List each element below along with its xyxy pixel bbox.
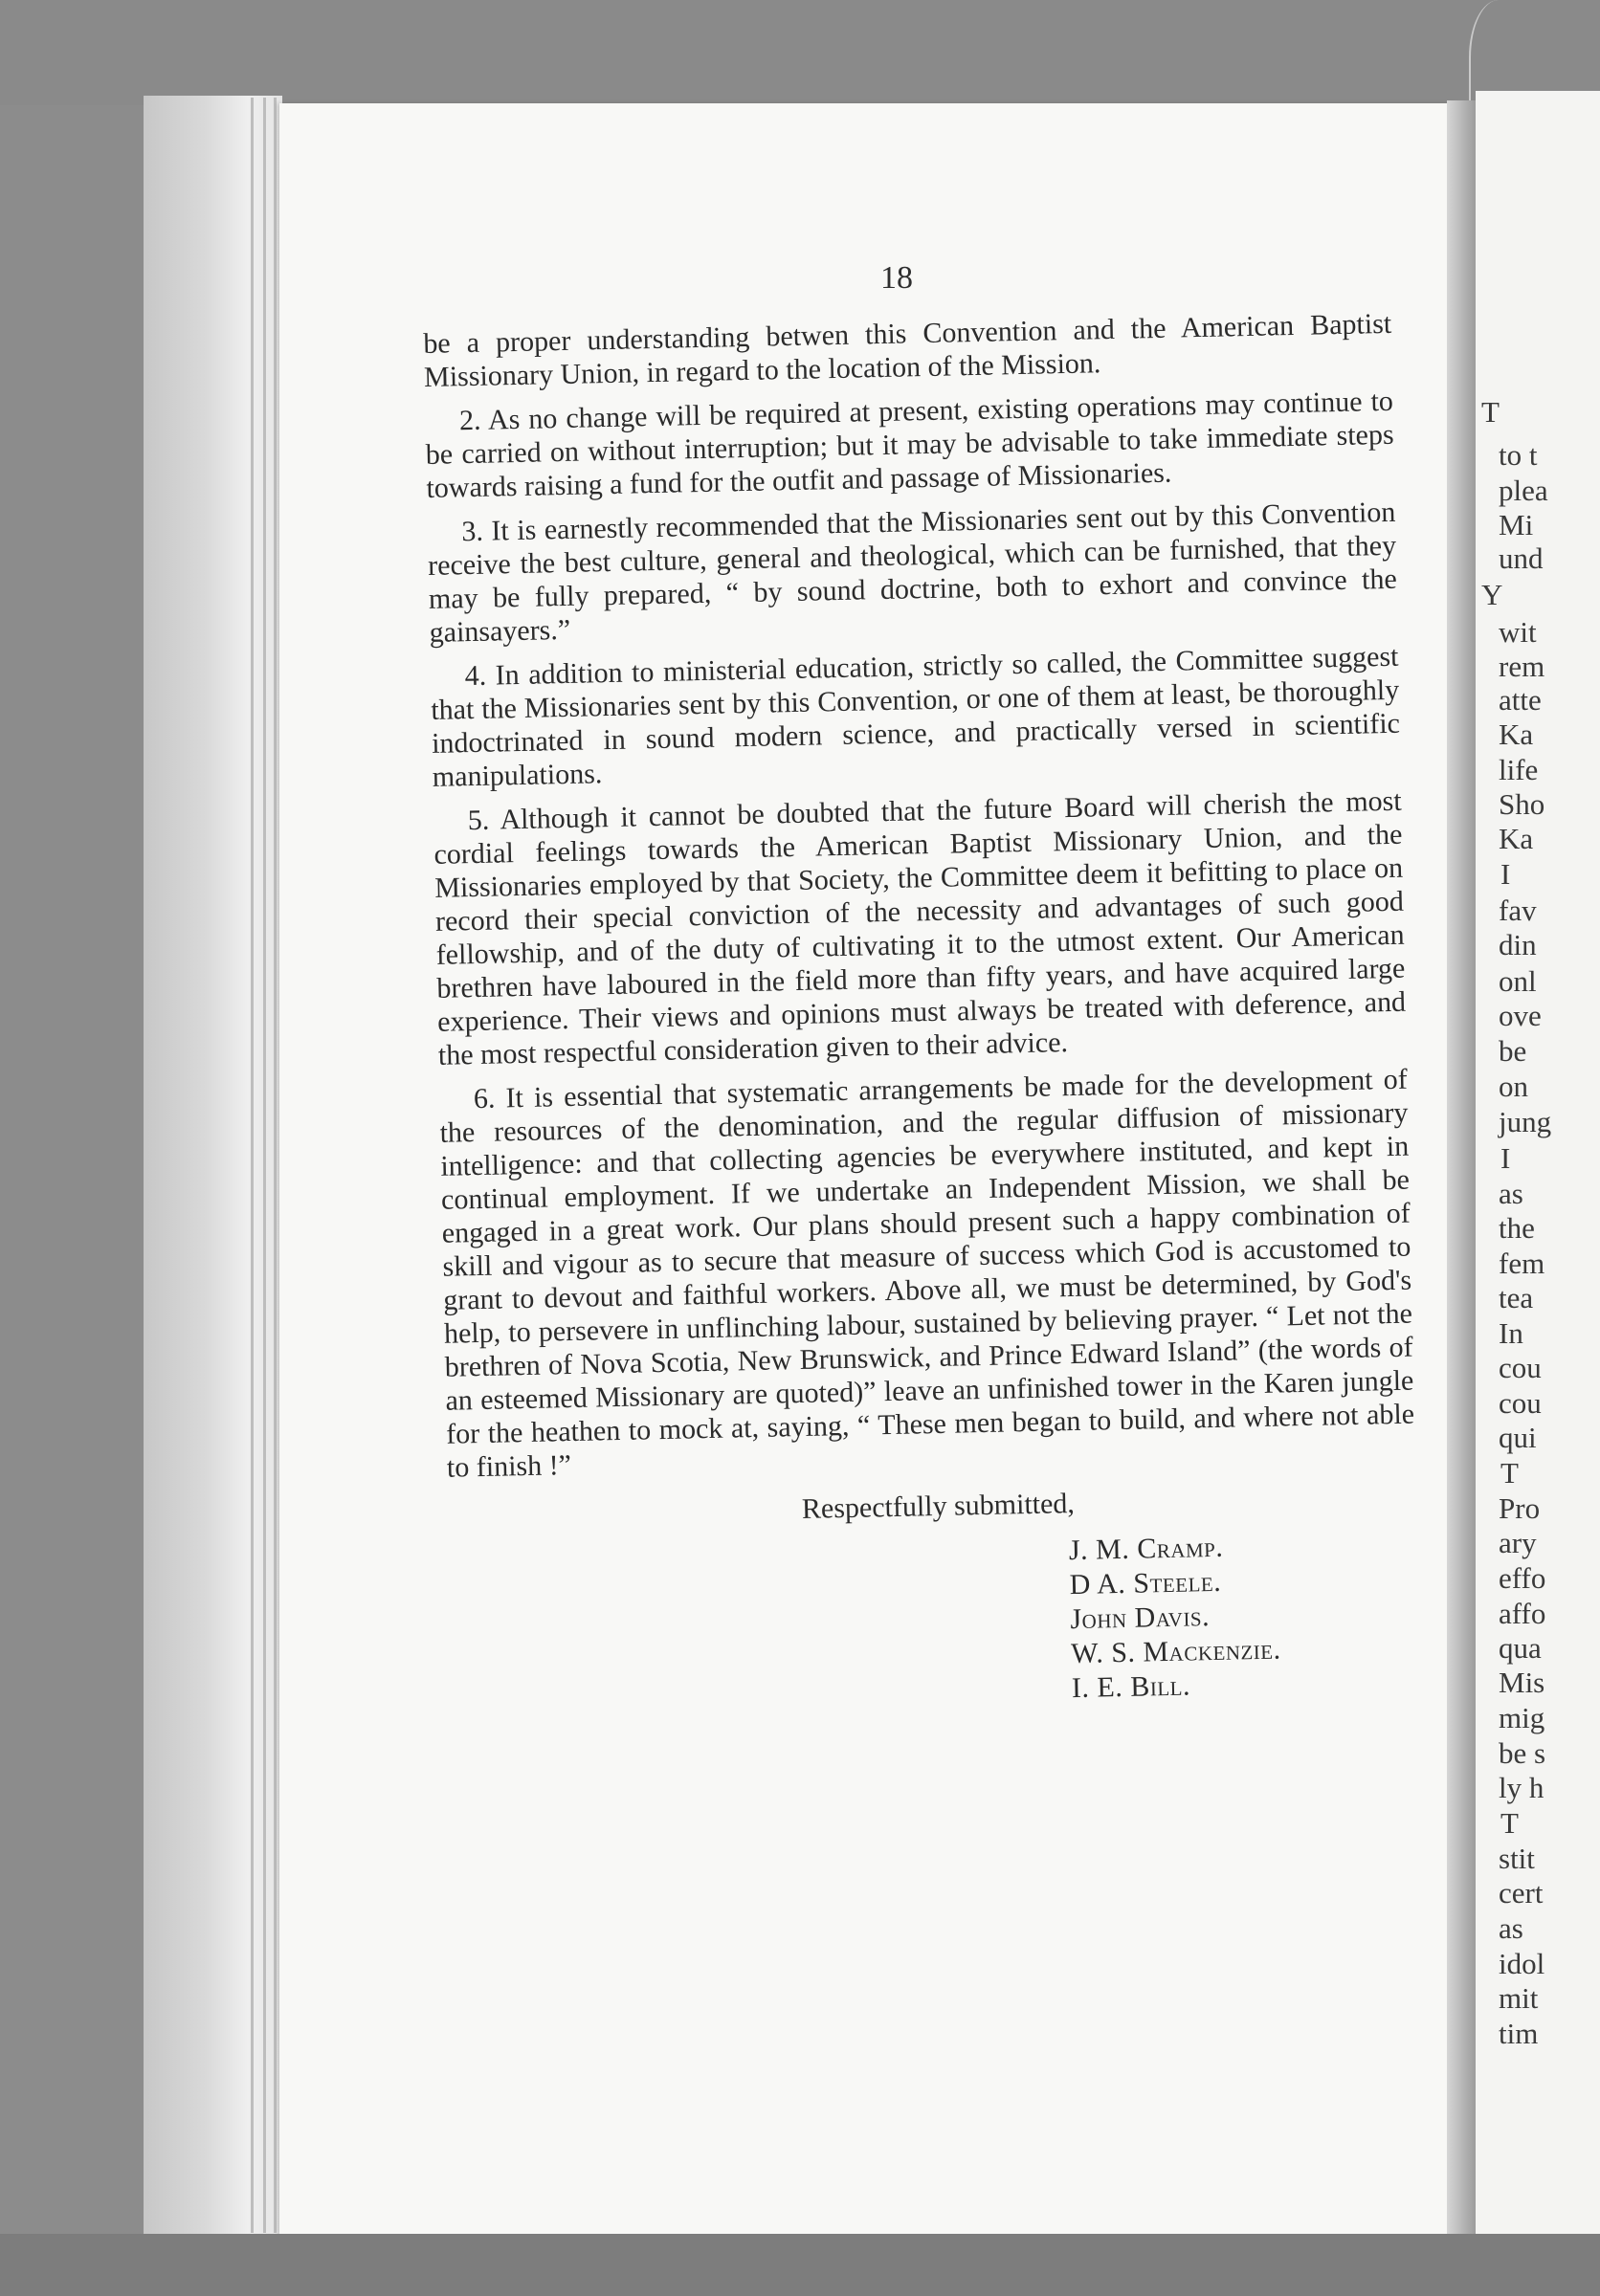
facing-page-fragment: Ka: [1499, 822, 1534, 855]
facing-page-fragment: ove: [1499, 999, 1542, 1032]
facing-page-fragment: rem: [1499, 650, 1545, 683]
page-edge-stack: [144, 96, 282, 2234]
facing-page-fragment: In: [1499, 1316, 1523, 1350]
facing-page-fragment: fem: [1499, 1247, 1545, 1280]
facing-page-fragment: be: [1499, 1034, 1527, 1068]
closing-line: Respectfully submitted,: [801, 1488, 1076, 1525]
facing-page-fragment: I: [1500, 857, 1511, 891]
paragraph-4: 4. In addition to ministerial education, strictly so called, the Committee suggest that the Missionaries sent by this Convention, or one of them at least, be thoroughly indoctrinated in sound modern science, and practically versed in scientific manipulations.: [431, 640, 1401, 793]
facing-page: [1476, 91, 1600, 2239]
facing-page-fragment: Y: [1481, 578, 1503, 611]
facing-page-fragment: tim: [1499, 2017, 1539, 2050]
facing-page-fragment: idol: [1499, 1947, 1545, 1980]
facing-page-fragment: T: [1481, 395, 1500, 429]
facing-page-fragment: I: [1500, 1141, 1511, 1175]
facing-page-fragment: Ka: [1499, 718, 1534, 751]
facing-page-fragment: the: [1499, 1211, 1535, 1245]
facing-page-fragment: stit: [1499, 1842, 1535, 1875]
facing-page-fragment: mit: [1499, 1981, 1539, 2015]
facing-page-fragment: Mis: [1499, 1666, 1545, 1699]
facing-page-fragment: on: [1499, 1070, 1528, 1103]
page-edge-line: [274, 98, 277, 2233]
signatory: I. E. Bill.: [1071, 1669, 1191, 1705]
facing-page-fragment: cou: [1499, 1351, 1542, 1384]
facing-page-fragment: onl: [1499, 964, 1537, 998]
facing-page-fragment: Pro: [1499, 1491, 1541, 1525]
facing-page-fragment: qua: [1499, 1631, 1542, 1665]
facing-page-fragment: T: [1500, 1806, 1519, 1840]
text-column: [423, 307, 1420, 1719]
facing-page-fragment: din: [1499, 928, 1537, 961]
signatory: W. S. Mackenzie.: [1070, 1633, 1281, 1670]
facing-page-fragment: as: [1499, 1177, 1523, 1210]
facing-page-fragment: cou: [1499, 1386, 1542, 1420]
facing-page-fragment: to t: [1499, 438, 1538, 472]
facing-page-fragment: mig: [1499, 1701, 1545, 1734]
signatory: D A. Steele.: [1069, 1565, 1222, 1601]
paragraph-6: 6. It is essential that systematic arrangements be made for the development of the resources of the denomination, and the regular diffusion of missionary intelligence: and that collecting agencies be everywhere instituted, and kept in continual employment. If we undertake an Independent Mission, we shall be engaged in a great work. Our plans should present such a happy combination of skill and vigour as to secure that measure of success which God is accustomed to grant to devout and faithful workers. Above all, we must be determined, by God's help, to persevere in unflinching labour, sustained by believing prayer. “ Let not the brethren of Nova Scotia, New Brunswick, and Prince Edward Island” (the words of an esteemed Missionary are quoted)” leave an unfinished tower in the Karen jungle for the heathen to mock at, saying, “ These men began to build, and where not able to finish !”: [439, 1063, 1415, 1484]
facing-page-fragment: affo: [1499, 1597, 1546, 1630]
facing-page-fragment: as: [1499, 1911, 1523, 1945]
signatory: John Davis.: [1070, 1601, 1211, 1636]
facing-page-fragment: atte: [1499, 683, 1542, 717]
scanner-backdrop-top: [0, 0, 1600, 105]
paragraph-3: 3. It is earnestly recommended that the Missionaries sent out by this Convention receive the best culture, general and theological, which can be furnished, that they may be fully prepared, “ by sound doctrine, both to exhort and convince the gainsayers.”: [427, 496, 1398, 649]
facing-page-fragment: ly h: [1499, 1771, 1544, 1804]
facing-page-fragment: life: [1499, 753, 1539, 786]
facing-page-fragment: ary: [1499, 1526, 1537, 1559]
facing-page-fragment: und: [1499, 541, 1544, 575]
paragraph-2: 2. As no change will be required at present, existing operations may continue to be carried on without interruption; but it may be advisable to take immediate steps towards raising a fund for the outfit and passage of Missionaries.: [425, 385, 1394, 504]
facing-page-fragment: plea: [1499, 474, 1548, 507]
page-edge-line: [251, 98, 254, 2233]
signatory: J. M. Cramp.: [1068, 1531, 1224, 1567]
facing-page-fragment: fav: [1499, 894, 1537, 927]
page-number: 18: [880, 260, 913, 296]
facing-page-fragment: T: [1500, 1456, 1519, 1490]
facing-page-fragment: tea: [1499, 1281, 1534, 1314]
facing-page-fragment: Sho: [1499, 787, 1545, 821]
facing-page-fragment: wit: [1499, 615, 1537, 649]
facing-page-fragment: cert: [1499, 1876, 1544, 1910]
paragraph-continuation: be a proper understanding betwen this Convention and the American Baptist Missionary Union, in regard to the location of the Mission.: [423, 307, 1392, 393]
page-edge-line: [263, 98, 266, 2233]
scanner-backdrop-bottom: [0, 2234, 1600, 2296]
facing-page-fragment: be s: [1499, 1736, 1546, 1770]
facing-page-fragment: qui: [1499, 1421, 1537, 1454]
facing-page-fragment: effo: [1499, 1561, 1546, 1595]
facing-page-fragment: jung: [1499, 1105, 1552, 1138]
book-gutter: [1447, 100, 1476, 2234]
facing-page-fragment: Mi: [1499, 508, 1534, 541]
signature-block: [1069, 1527, 1421, 1707]
paragraph-5: 5. Although it cannot be doubted that the future Board will cherish the most cordial feelings towards the American Baptist Missionary Union, and the Missionaries employed by that Society, the Committee deem it befitting to place on record their special conviction of the necessity and advantages of such good fellowship, and of the duty of cultivating it to the utmost extent. Our American brethren have laboured in the field more than fifty years, and have acquired large experience. Their views and opinions must always be treated with deference, and the most respectful consideration given to their advice.: [433, 784, 1407, 1071]
